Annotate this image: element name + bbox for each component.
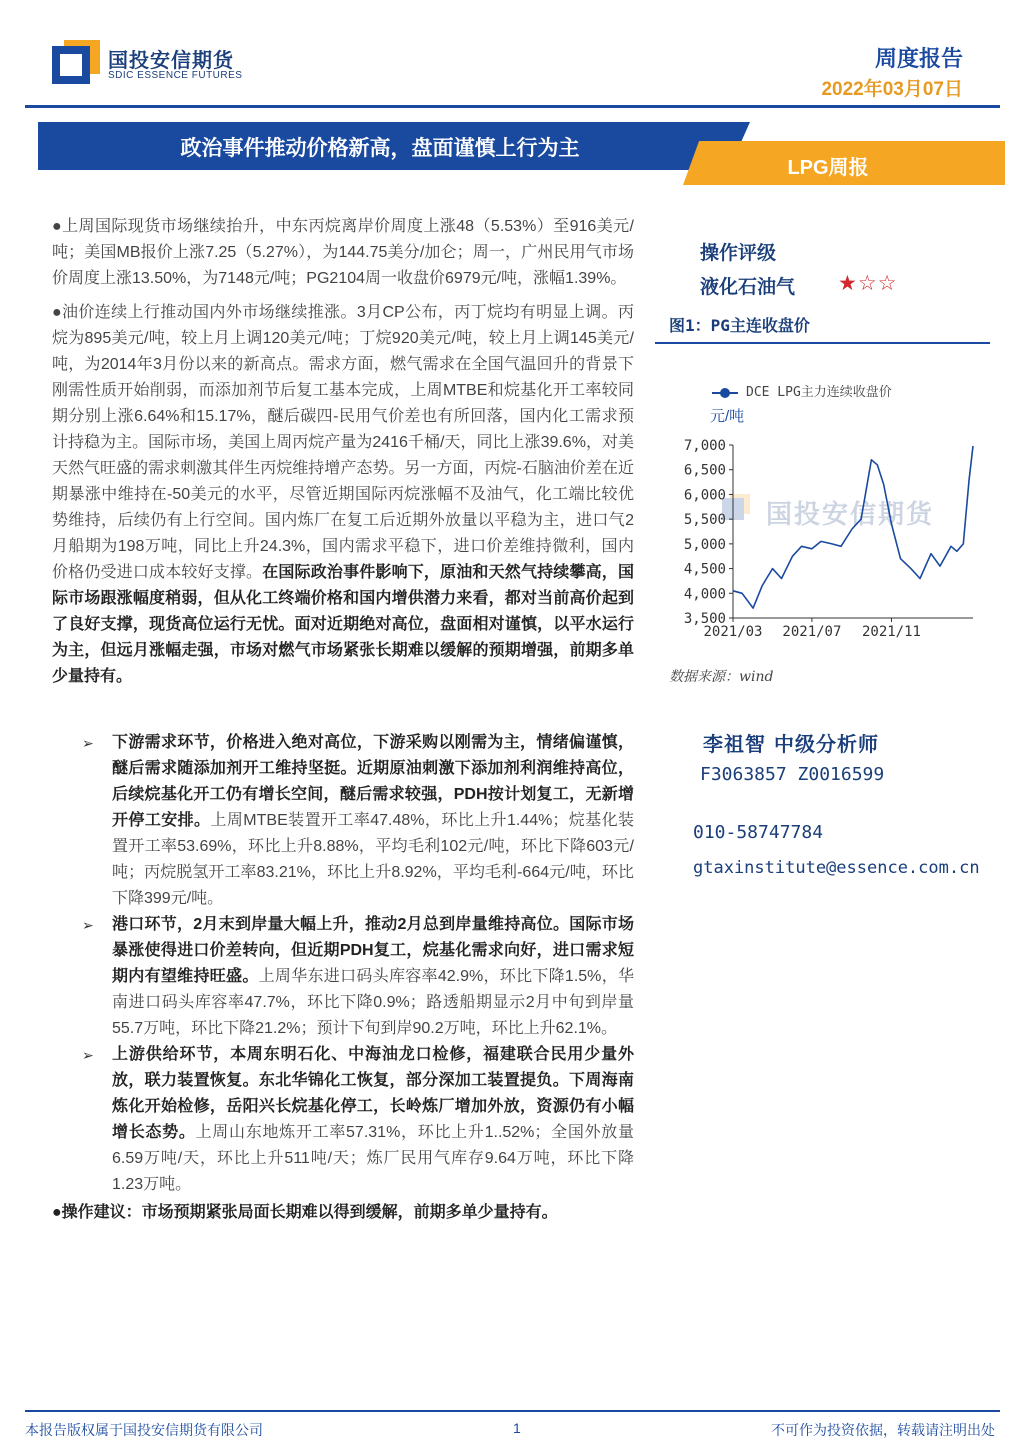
- bullet-upstream-bold: 上游供给环节，本周东明石化、中海油龙口检修，福建联合民用少量外放，联力装置恢复。东北华锦化工恢复，部分深加工装置提负。下周海南炼化开始检修，岳阳兴长烷基化停工，长岭炼厂增加外放，资源仍有小幅增长态势。: [112, 1046, 634, 1141]
- bullet-port-bold: 港口环节，2月末到岸量大幅上升，推动2月总到岸量维持高位。国际市场暴涨使得进口价差转向，但近期PDH复工，烷基化需求向好，进口需求短期内有望维持旺盛。: [112, 916, 634, 985]
- bullet-upstream-text: 上周山东地炼开工率57.31%，环比上升1..52%；全国外放量6.59万吨/天，环比上升511吨/天；炼厂民用气库存9.64万吨，环比下降1.23万吨。: [112, 1124, 634, 1193]
- chart-unit: 元/吨: [710, 408, 745, 425]
- report-type: 周度报告: [874, 46, 963, 71]
- series-line: [733, 446, 973, 608]
- analyst-name: 李祖智 中级分析师: [703, 732, 879, 756]
- y-tick-label: 6,500: [683, 462, 726, 479]
- rating-label: 液化石油气: [700, 276, 796, 298]
- page-number: 1: [513, 1420, 521, 1436]
- y-tick-label: 5,000: [683, 536, 726, 553]
- bullet-downstream-text: 上周MTBE装置开工率47.48%，环比上升1.44%；烷基化装置开工率53.69%，环比上升8.88%，平均毛利102元/吨，环比下降603元/吨；丙烷脱氢开工率83.21%，环比上升8.92%，平均毛利-664元/吨，环比下降399元/吨。: [112, 812, 634, 907]
- figure-title: 图1：PG主连收盘价: [669, 316, 810, 335]
- footer-disclaimer: 不可作为投资依据，转载请注明出处: [771, 1422, 995, 1438]
- x-tick-label: 2021/07: [782, 624, 842, 640]
- chart-legend: [712, 381, 892, 400]
- contact-email: gtaxinstitute@essence.com.cn: [693, 858, 980, 878]
- legend-marker-icon: [712, 392, 738, 394]
- analyst-cert: F3063857 Z0016599: [700, 764, 885, 785]
- data-source: 数据来源：wind: [669, 669, 774, 685]
- x-tick-label: 2021/11: [861, 624, 921, 640]
- report-date: 2022年03月07日: [821, 79, 963, 100]
- bullet-upstream: [82, 1042, 634, 1198]
- report-title: 政治事件推动价格新高，盘面谨慎上行为主: [180, 137, 580, 160]
- y-tick-label: 4,000: [683, 586, 726, 603]
- bullet-port-text: 上周华东进口码头库容率42.9%，环比下降1.5%，华南进口码头库容率47.7%，环比下降0.9%；路透船期显示2月中旬到岸量55.7万吨，环比下降21.2%；预计下旬到岸90.2万吨，环比上升62.1%。: [112, 968, 634, 1037]
- price-line-chart: [655, 428, 990, 648]
- rating-stars-icon: ★☆☆: [838, 272, 898, 295]
- y-tick-label: 6,000: [683, 487, 726, 504]
- y-tick-label: 3,500: [683, 611, 726, 627]
- y-tick-label: 4,500: [683, 561, 726, 578]
- contact-phone: 010-58747784: [693, 822, 824, 843]
- main-content: [52, 214, 634, 1226]
- company-name-en: SDIC ESSENCE FUTURES: [108, 70, 243, 81]
- watermark-text: 国投安信期货: [766, 499, 935, 529]
- company-logo-icon: [52, 40, 100, 84]
- header-divider: [25, 105, 1000, 108]
- report-tag: LPG周报: [787, 157, 869, 179]
- legend-label: DCE LPG主力连续收盘价: [746, 385, 892, 400]
- y-tick-label: 5,500: [683, 512, 726, 529]
- paragraph-market-summary: ●上周国际现货市场继续抬升，中东丙烷离岸价周度上涨48（5.53%）至916美元/吨；美国MB报价上涨7.25（5.27%），为144.75美分/加仑；周一，广州民用气市场价周度上涨13.50%，为7148元/吨；PG2104周一收盘价6979元/吨，涨幅1.39%。: [52, 218, 634, 287]
- bullet-list: [52, 730, 634, 1198]
- bullet-downstream-bold: 下游需求环节，价格进入绝对高位，下游采购以刚需为主，情绪偏谨慎，醚后需求随添加剂开工维持坚挺。近期原油刺激下添加剂利润维持高位，后续烷基化开工仍有增长空间，醚后需求较强，PDH按计划复工，无新增开停工安排。: [112, 734, 634, 829]
- operation-advice: ●操作建议：市场预期紧张局面长期难以得到缓解，前期多单少量持有。: [52, 1204, 558, 1221]
- footer-copyright: 本报告版权属于国投安信期货有限公司: [25, 1422, 263, 1438]
- bullet-port: [82, 912, 634, 1042]
- paragraph-analysis: [52, 300, 634, 690]
- analysis-text: ●油价连续上行推动国内外市场继续推涨。3月CP公布，丙丁烷均有明显上调。丙烷为895美元/吨，较上月上调120美元/吨；丁烷920美元/吨，较上月上调145美元/吨，为2014年3月份以来的新高点。需求方面，燃气需求在全国气温回升的背景下刚需性质开始削弱，而添加剂节后复工基本完成，上周MTBE和烷基化开工率较同期分别上涨6.64%和15.17%，醚后碳四-民用气价差也有所回落，国内化工需求预计持稳为主。国际市场，美国上周丙烷产量为2416千桶/天，同比上涨39.6%，对美天然气旺盛的需求刺激其伴生丙烷维持增产态势。另一方面，丙烷-石脑油价差在近期暴涨中维持在-50美元的水平，尽管近期国际丙烷涨幅不及油气，化工端比较优势维持，后续仍有上行空间。国内炼厂在复工后近期外放量以平稳为主，进口气2月船期为198万吨，同比上升24.3%，国内需求平稳下，进口价差维持微利，国内价格仍受进口成本较好支撑。: [52, 304, 634, 581]
- figure-divider: [655, 342, 990, 344]
- rating-heading: 操作评级: [700, 242, 777, 264]
- y-tick-label: 7,000: [683, 438, 726, 454]
- footer-divider: [25, 1410, 1000, 1412]
- bullet-downstream: [82, 730, 634, 912]
- company-name-cn: 国投安信期货: [108, 50, 234, 72]
- analysis-conclusion: 在国际政治事件影响下，原油和天然气持续攀高，国际市场跟涨幅度稍弱，但从化工终端价格和国内增供潜力来看，都对当前高价起到了良好支撑，现货高位运行无忧。面对近期绝对高位，盘面相对谨慎，以平水运行为主，但远月涨幅走强，市场对燃气市场紧张长期难以缓解的预期增强，前期多单少量持有。: [52, 564, 634, 685]
- x-tick-label: 2021/03: [703, 624, 763, 640]
